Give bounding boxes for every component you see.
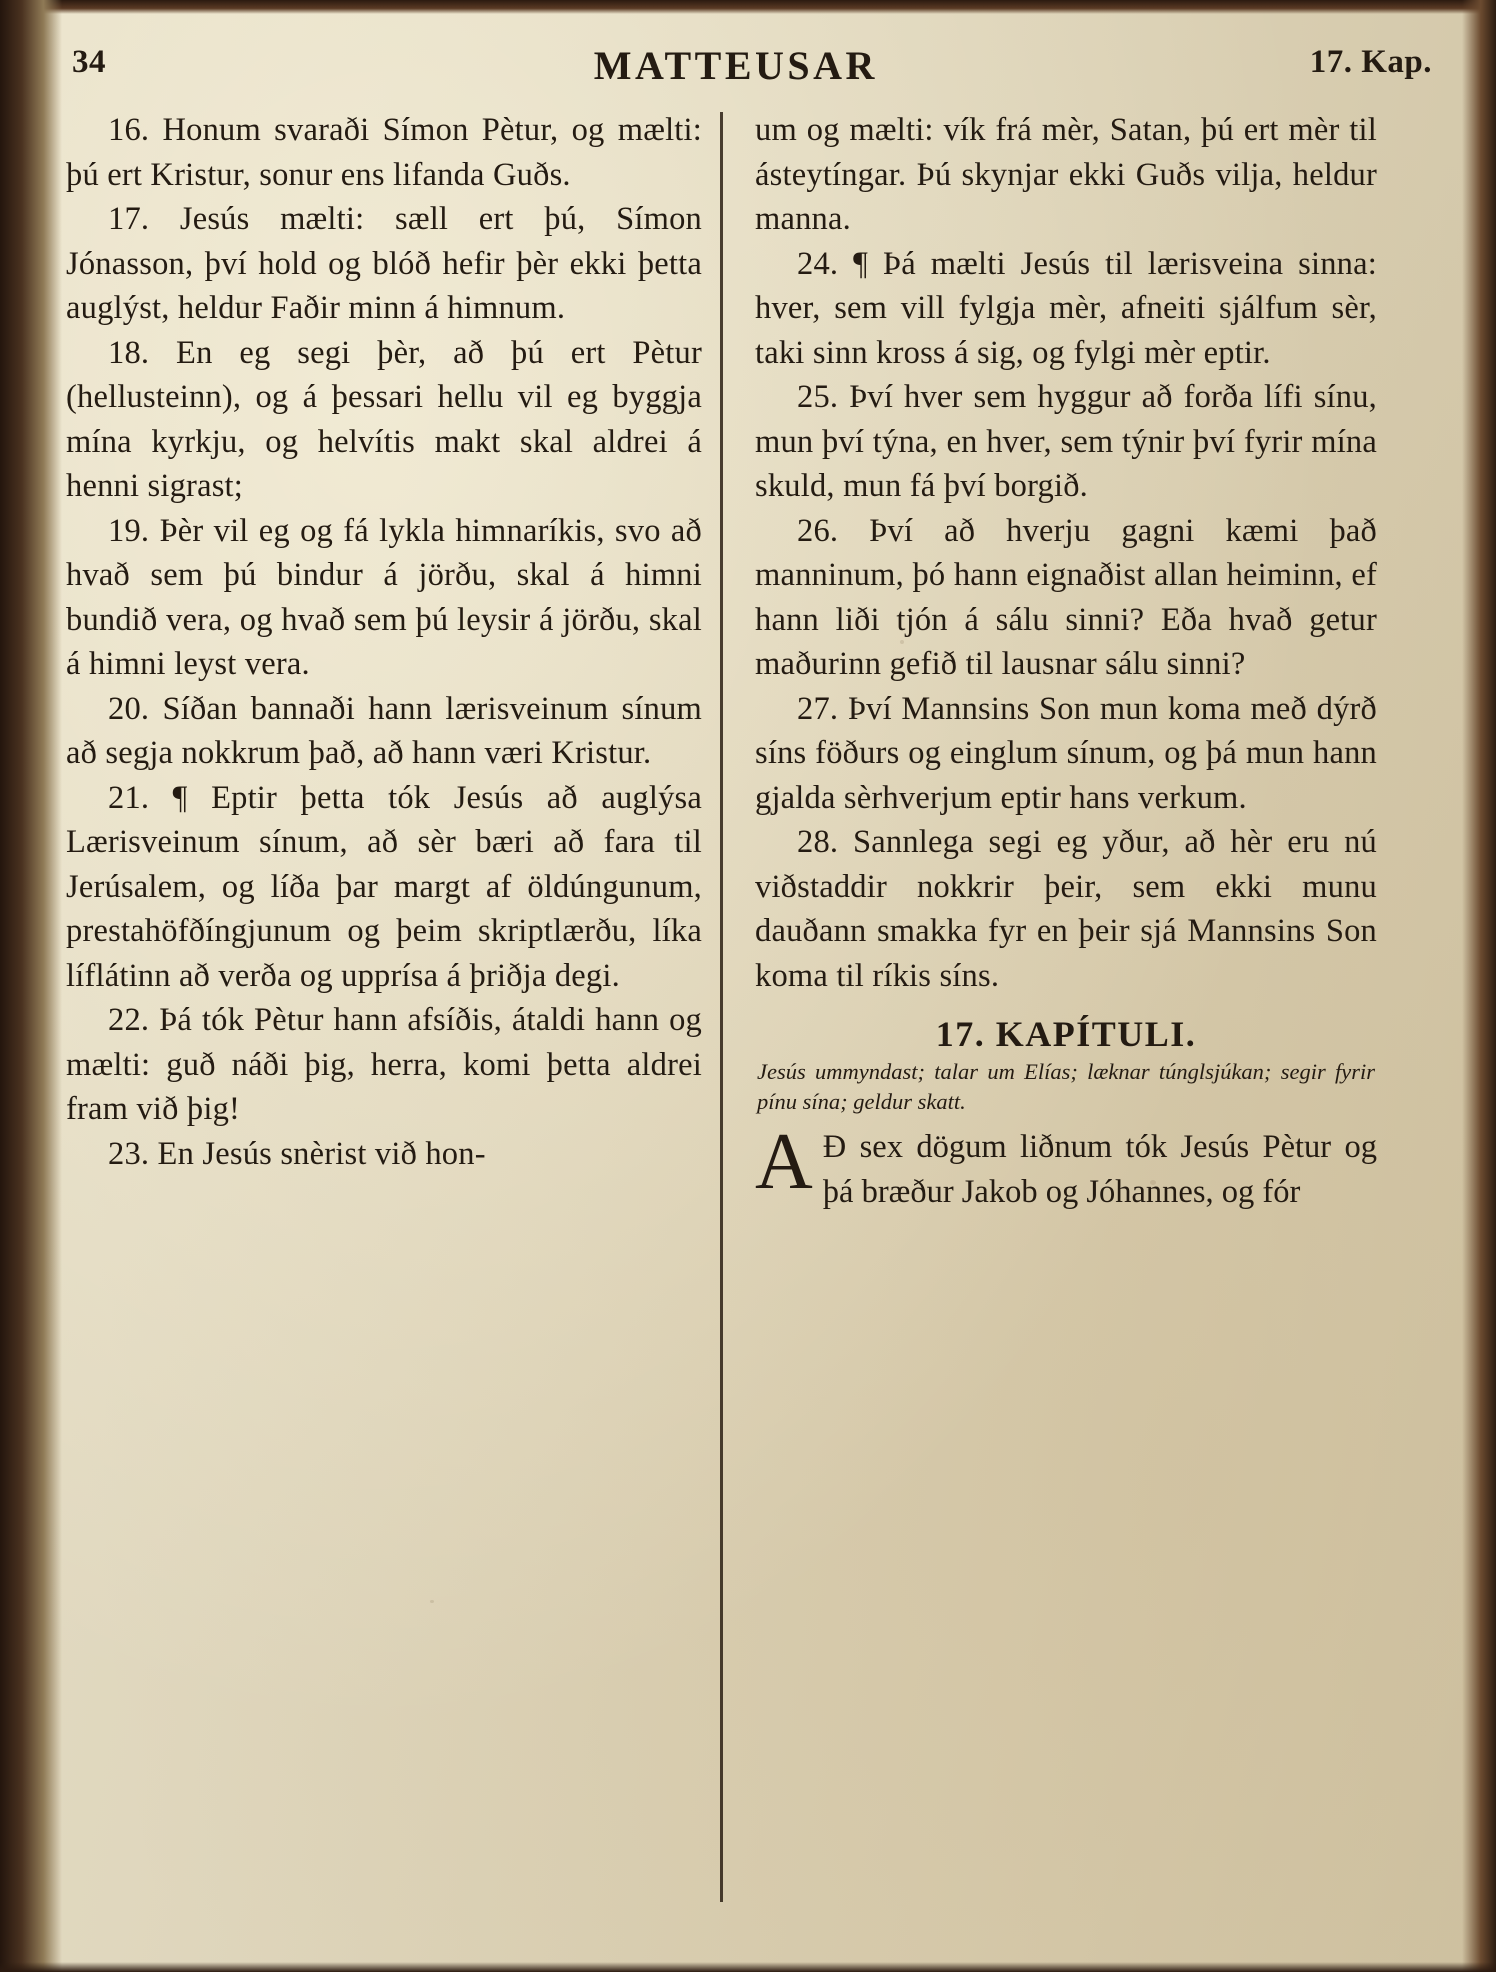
verse-paragraph: 16. Honum svaraði Símon Pètur, og mælti: þú ert Kristur, sonur ens lifanda Guðs. xyxy=(66,112,702,193)
verse-paragraph: 23. En Jesús snèrist við hon- xyxy=(108,1135,486,1172)
page-content xyxy=(66,43,1456,1946)
page-number: 34 xyxy=(72,44,106,80)
running-head-chapter: 17. Kap. xyxy=(1309,44,1432,80)
verse-paragraph: 27. Því Mannsins Son mun koma með dýrð síns föðurs og einglum sínum, og þá mun hann gjalda sèrhverjum eptir hans verkum. xyxy=(755,690,1377,816)
page-edge-top xyxy=(0,0,1496,14)
verse-paragraph: 28. Sannlega segi eg yður, að hèr eru nú viðstaddir nokkrir þeir, sem ekki munu dauðann smakka fyr en þeir sjá Mannsins Son koma til ríkis síns. xyxy=(755,824,1377,994)
running-head xyxy=(66,43,1456,108)
chapter-heading: 17. KAPÍTULI. xyxy=(935,1014,1197,1054)
verse-paragraph: 26. Því að hverju gagni kæmi það manninum, þó hann eignaðist allan heiminn, ef hann liði tjón á sálu sinni? Eða hvað getur maðurinn gefið til lausnar sálu sinni? xyxy=(755,512,1377,682)
page-edge-left xyxy=(0,0,62,1972)
verse-paragraph: 17. Jesús mælti: sæll ert þú, Símon Jónasson, því hold og blóð hefir þèr ekki þetta auglýst, heldur Faðir minn á himnum. xyxy=(66,201,702,326)
verse-paragraph: 24. ¶ Þá mælti Jesús til lærisveina sinna: hver, sem vill fylgja mèr, afneiti sjálfum sèr, taki sinn kross á sig, og fylgi mèr eptir. xyxy=(755,245,1377,371)
verse-paragraph: 19. Þèr vil eg og fá lykla himnaríkis, svo að hvað sem þú bindur á jörðu, skal á himni bundið vera, og hvað sem þú leysir á jörðu, skal á himni leyst vera. xyxy=(66,512,702,682)
verse-paragraph: 18. En eg segi þèr, að þú ert Pètur (hellusteinn), og á þessari hellu vil eg byggja mína kyrkju, og helvítis makt skal aldrei á henni sigrast; xyxy=(66,334,702,504)
verse-paragraph-continuation: um og mælti: vík frá mèr, Satan, þú ert mèr til ásteytíngar. Þú skynjar ekki Guðs vilja, heldur manna. xyxy=(755,112,1377,237)
column-left xyxy=(66,108,720,1902)
chapter-opening-text: Ð sex dögum liðnum tók Jesús Pètur og þá bræður Jakob og Jóhannes, og fór xyxy=(822,1129,1377,1210)
page-edge-bottom xyxy=(0,1962,1496,1972)
verse-paragraph: 21. ¶ Eptir þetta tók Jesús að auglýsa Lærisveinum sínum, að sèr bæri að fara til Jerúsalem, og líða þar margt af öldúngunum, prestahöfðíngjunum og þeim skriptlærðu, líka líflátinn að verða og upprísa á þriðja degi. xyxy=(66,779,702,994)
column-divider-rule xyxy=(720,112,723,1902)
verse-paragraph: 22. Þá tók Pètur hann afsíðis, átaldi hann og mælti: guð náði þig, herra, komi þetta aldrei fram við þig! xyxy=(66,1002,702,1127)
column-right xyxy=(723,108,1377,1902)
page-edge-right xyxy=(1462,0,1496,1972)
text-columns xyxy=(66,108,1456,1902)
chapter-opening-paragraph xyxy=(755,1118,1377,1214)
running-head-title: MATTEUSAR xyxy=(593,43,878,88)
drop-cap: A xyxy=(755,1118,813,1207)
chapter-argument: Jesús ummyndast; talar um Elías; læknar túnglsjúkan; segir fyrir pínu sína; geldur skatt. xyxy=(757,1059,1375,1115)
verse-paragraph: 25. Því hver sem hyggur að forða lífi sínu, mun því týna, en hver, sem týnir því fyrir mína skuld, mun fá því borgið. xyxy=(755,379,1377,504)
verse-paragraph: 20. Síðan bannaði hann lærisveinum sínum að segja nokkrum það, að hann væri Kristur. xyxy=(66,690,702,771)
